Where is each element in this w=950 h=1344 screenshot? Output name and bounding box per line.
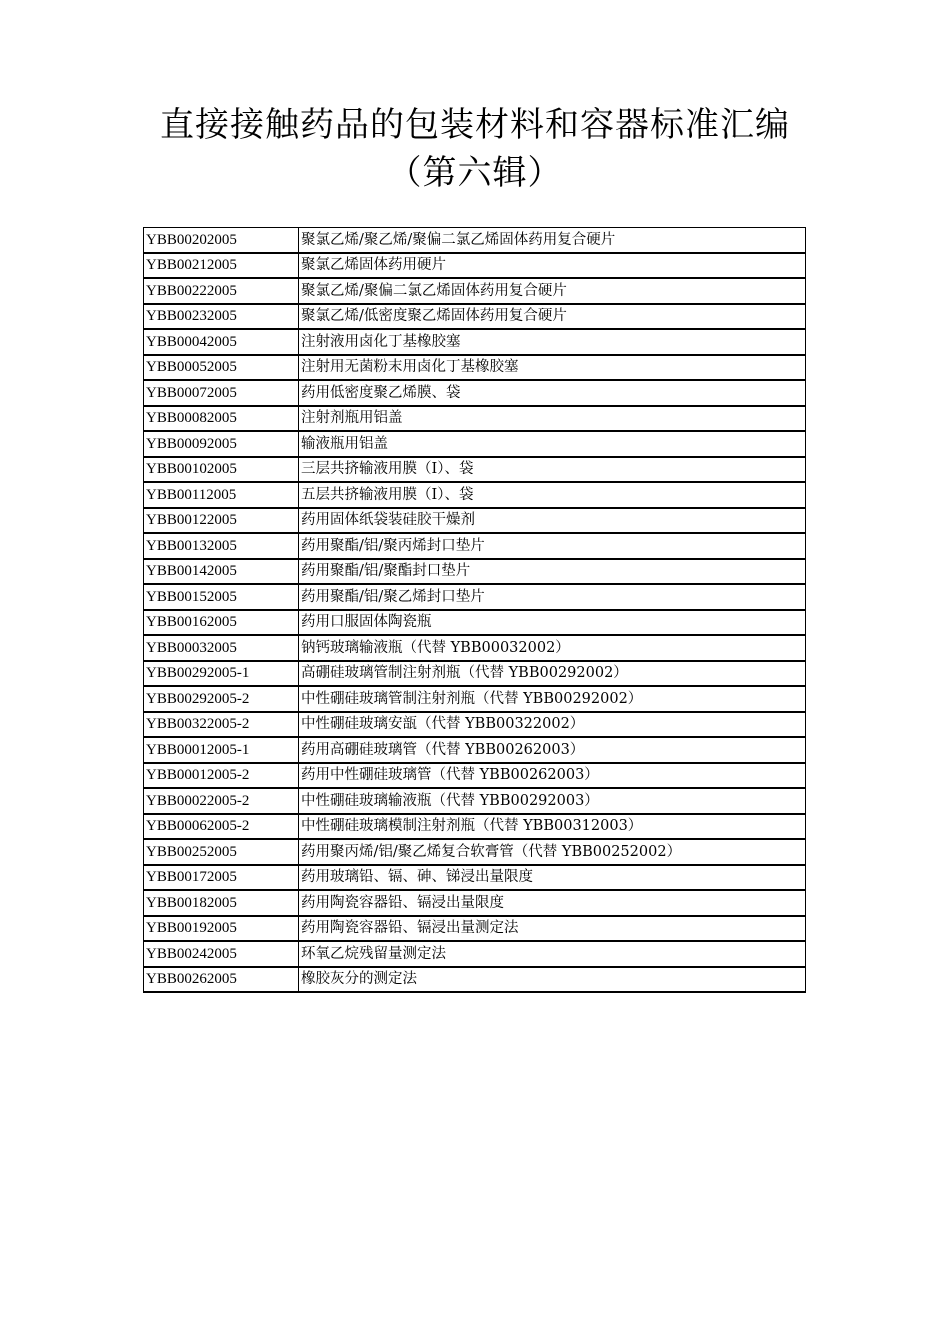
standard-name-cell: 药用固体纸袋装硅胶干燥剂 [299,508,806,534]
standard-name-cell: 聚氯乙烯/聚乙烯/聚偏二氯乙烯固体药用复合硬片 [299,228,806,253]
table-row [144,355,806,381]
standard-code-cell: YBB00242005 [144,941,299,967]
table-row [144,788,806,814]
standard-code-cell: YBB00322005-2 [144,712,299,738]
table-row [144,329,806,355]
standard-code-cell: YBB00012005-2 [144,763,299,789]
standard-name-cell: 药用陶瓷容器铅、镉浸出量限度 [299,890,806,916]
standards-table [143,227,806,993]
standard-name-cell: 注射液用卤化丁基橡胶塞 [299,329,806,355]
page-title: 直接接触药品的包装材料和容器标准汇编 [160,105,790,145]
standard-name-cell: 中性硼硅玻璃管制注射剂瓶（代替 YBB00292002） [299,686,806,712]
table-row [144,431,806,457]
standard-name-cell: 中性硼硅玻璃输液瓶（代替 YBB00292003） [299,788,806,814]
table-row [144,967,806,993]
standard-code-cell: YBB00292005-2 [144,686,299,712]
standard-code-cell: YBB00222005 [144,278,299,304]
table-row [144,941,806,967]
standard-code-cell: YBB00142005 [144,559,299,585]
standard-code-cell: YBB00172005 [144,865,299,891]
table-row [144,916,806,942]
table-row [144,304,806,330]
standard-code-cell: YBB00252005 [144,839,299,865]
table-row [144,839,806,865]
standard-name-cell: 药用高硼硅玻璃管（代替 YBB00262003） [299,737,806,763]
table-row [144,635,806,661]
standard-name-cell: 输液瓶用铝盖 [299,431,806,457]
standard-code-cell: YBB00072005 [144,380,299,406]
table-row [144,278,806,304]
standard-code-cell: YBB00192005 [144,916,299,942]
standard-code-cell: YBB00112005 [144,482,299,508]
standard-name-cell: 注射剂瓶用铝盖 [299,406,806,432]
standard-name-cell: 聚氯乙烯固体药用硬片 [299,253,806,279]
standard-code-cell: YBB00012005-1 [144,737,299,763]
standard-name-cell: 药用聚酯/铝/聚酯封口垫片 [299,559,806,585]
standard-code-cell: YBB00202005 [144,228,299,253]
standard-code-cell: YBB00022005-2 [144,788,299,814]
table-row [144,253,806,279]
standard-name-cell: 钠钙玻璃输液瓶（代替 YBB00032002） [299,635,806,661]
standard-code-cell: YBB00152005 [144,584,299,610]
standard-code-cell: YBB00092005 [144,431,299,457]
table-row [144,890,806,916]
standard-name-cell: 药用聚丙烯/铝/聚乙烯复合软膏管（代替 YBB00252002） [299,839,806,865]
standard-code-cell: YBB00062005-2 [144,814,299,840]
standard-code-cell: YBB00122005 [144,508,299,534]
standard-name-cell: 五层共挤输液用膜（Ⅰ）、袋 [299,482,806,508]
table-row [144,712,806,738]
standard-code-cell: YBB00212005 [144,253,299,279]
standard-code-cell: YBB00102005 [144,457,299,483]
table-row [144,584,806,610]
standard-code-cell: YBB00292005-1 [144,661,299,687]
table-row [144,763,806,789]
table-row [144,814,806,840]
table-row [144,508,806,534]
standard-name-cell: 药用聚酯/铝/聚乙烯封口垫片 [299,584,806,610]
table-row [144,686,806,712]
standard-name-cell: 聚氯乙烯/低密度聚乙烯固体药用复合硬片 [299,304,806,330]
table-row [144,380,806,406]
standard-code-cell: YBB00032005 [144,635,299,661]
standard-name-cell: 药用低密度聚乙烯膜、袋 [299,380,806,406]
standard-code-cell: YBB00162005 [144,610,299,636]
standard-name-cell: 药用口服固体陶瓷瓶 [299,610,806,636]
standard-name-cell: 三层共挤输液用膜（Ⅰ）、袋 [299,457,806,483]
standard-name-cell: 环氧乙烷残留量测定法 [299,941,806,967]
standard-name-cell: 注射用无菌粉末用卤化丁基橡胶塞 [299,355,806,381]
table-row [144,865,806,891]
standard-code-cell: YBB00132005 [144,533,299,559]
table-row [144,533,806,559]
standards-table-body [144,228,806,993]
table-row [144,737,806,763]
standard-name-cell: 中性硼硅玻璃模制注射剂瓶（代替 YBB00312003） [299,814,806,840]
standard-name-cell: 药用陶瓷容器铅、镉浸出量测定法 [299,916,806,942]
standard-name-cell: 中性硼硅玻璃安瓿（代替 YBB00322002） [299,712,806,738]
table-row [144,228,806,253]
standard-code-cell: YBB00052005 [144,355,299,381]
table-row [144,457,806,483]
table-row [144,559,806,585]
standard-name-cell: 高硼硅玻璃管制注射剂瓶（代替 YBB00292002） [299,661,806,687]
standard-code-cell: YBB00082005 [144,406,299,432]
table-row [144,610,806,636]
standard-name-cell: 聚氯乙烯/聚偏二氯乙烯固体药用复合硬片 [299,278,806,304]
standard-code-cell: YBB00042005 [144,329,299,355]
standard-name-cell: 药用聚酯/铝/聚丙烯封口垫片 [299,533,806,559]
standard-code-cell: YBB00182005 [144,890,299,916]
standard-code-cell: YBB00232005 [144,304,299,330]
standard-name-cell: 药用玻璃铅、镉、砷、锑浸出量限度 [299,865,806,891]
table-row [144,482,806,508]
page-subtitle: （第六辑） [387,153,563,193]
standard-code-cell: YBB00262005 [144,967,299,993]
table-row [144,661,806,687]
standard-name-cell: 药用中性硼硅玻璃管（代替 YBB00262003） [299,763,806,789]
table-row [144,406,806,432]
standard-name-cell: 橡胶灰分的测定法 [299,967,806,993]
